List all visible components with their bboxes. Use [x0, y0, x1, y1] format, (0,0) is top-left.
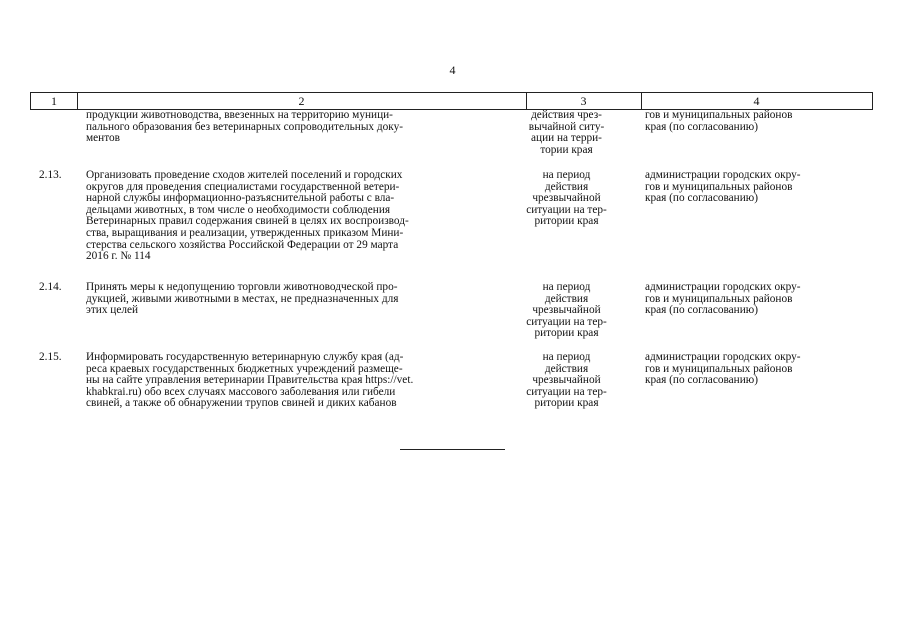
end-of-document-rule — [400, 449, 505, 450]
text-line: khabkrai.ru) обо всех случаях массового заболевания или гибели — [86, 385, 396, 398]
text-line: этих целей — [86, 304, 139, 317]
text-line: края (по согласованию) — [645, 304, 758, 317]
responsible-text — [645, 170, 875, 205]
text-line: округов для проведения специалистами государственной ветери- — [86, 180, 400, 193]
period-text — [520, 282, 613, 340]
text-line: гов и муниципальных районов — [645, 109, 793, 121]
period-text — [520, 170, 613, 228]
item-number: 2.14. — [39, 281, 62, 293]
action-text — [86, 110, 506, 145]
text-line: чрезвычайной — [532, 192, 601, 205]
text-line: дукцией, живыми животными в местах, не предназначенных для — [86, 292, 399, 305]
text-line: Информировать государственную ветеринарную службу края (ад- — [86, 351, 404, 363]
text-line: гов и муниципальных районов — [645, 180, 793, 193]
column-header-1: 1 — [51, 94, 57, 108]
text-line: ситуации на тер- — [526, 385, 607, 398]
text-line: действия — [544, 292, 589, 305]
text-line: продукции животноводства, ввезенных на территорию муници- — [86, 109, 393, 121]
text-line: на период — [542, 351, 591, 363]
responsible-text — [645, 352, 875, 387]
action-text — [86, 282, 506, 317]
text-line: чрезвычайной — [532, 304, 601, 317]
text-line: ситуации на тер- — [526, 315, 607, 328]
text-line: на период — [542, 281, 591, 293]
text-line: Ветеринарных правил содержания свиней в целях их воспроизвод- — [86, 215, 409, 228]
text-line: Принять меры к недопущению торговли животноводческой про- — [86, 281, 398, 293]
text-line: ритории края — [534, 215, 599, 228]
table-header-row — [30, 92, 873, 110]
text-line: стерства сельского хозяйства Российской Федерации от 29 марта — [86, 238, 399, 251]
text-line: ации на терри- — [531, 132, 602, 145]
text-line: на период — [542, 169, 591, 181]
responsible-text — [645, 282, 875, 317]
text-line: ства, выращивания и реализации, утвержденных приказом Мини- — [86, 226, 404, 239]
text-line: администрации городских окру- — [645, 281, 801, 293]
text-line: Организовать проведение сходов жителей поселений и городских — [86, 169, 403, 181]
text-line: вычайной ситу- — [528, 120, 605, 133]
text-line: чрезвычайной — [532, 374, 601, 387]
text-line: реса краевых государственных бюджетных учреждений размеще- — [86, 362, 403, 375]
page-number: 4 — [449, 63, 456, 77]
text-line: ситуации на тер- — [526, 203, 607, 216]
text-line: ритории края — [534, 327, 599, 340]
item-number: 2.15. — [39, 351, 62, 363]
text-line: пального образования без ветеринарных сопроводительных доку- — [86, 120, 404, 133]
text-line: гов и муниципальных районов — [645, 292, 793, 305]
column-header-4: 4 — [753, 94, 760, 108]
text-line: края (по согласованию) — [645, 374, 758, 387]
responsible-text — [645, 110, 875, 133]
text-line: ментов — [86, 132, 120, 145]
text-line: действия — [544, 362, 589, 375]
action-text — [86, 352, 506, 410]
text-line: свиней, а также об обнаружении трупов свиней и диких кабанов — [86, 397, 397, 410]
text-line: ны на сайте управления ветеринарии Правительства края https://vet. — [86, 374, 414, 387]
text-line: ритории края — [534, 397, 599, 410]
text-line: тории края — [540, 143, 593, 156]
column-header-3: 3 — [580, 94, 587, 108]
text-line: края (по согласованию) — [645, 192, 758, 205]
period-text — [520, 110, 613, 156]
period-text — [520, 352, 613, 410]
text-line: гов и муниципальных районов — [645, 362, 793, 375]
action-text — [86, 170, 506, 263]
text-line: действия — [544, 180, 589, 193]
text-line: 2016 г. № 114 — [86, 250, 151, 263]
text-line: администрации городских окру- — [645, 169, 801, 181]
text-line: действия чрез- — [531, 109, 602, 121]
text-line: дельцами животных, в том числе о необходимости соблюдения — [86, 203, 391, 216]
column-header-2: 2 — [298, 94, 305, 108]
item-number: 2.13. — [39, 169, 62, 181]
text-line: администрации городских окру- — [645, 351, 801, 363]
text-line: края (по согласованию) — [645, 120, 758, 133]
text-line: нарной службы информационно-разъяснительной работы с вла- — [86, 192, 395, 205]
